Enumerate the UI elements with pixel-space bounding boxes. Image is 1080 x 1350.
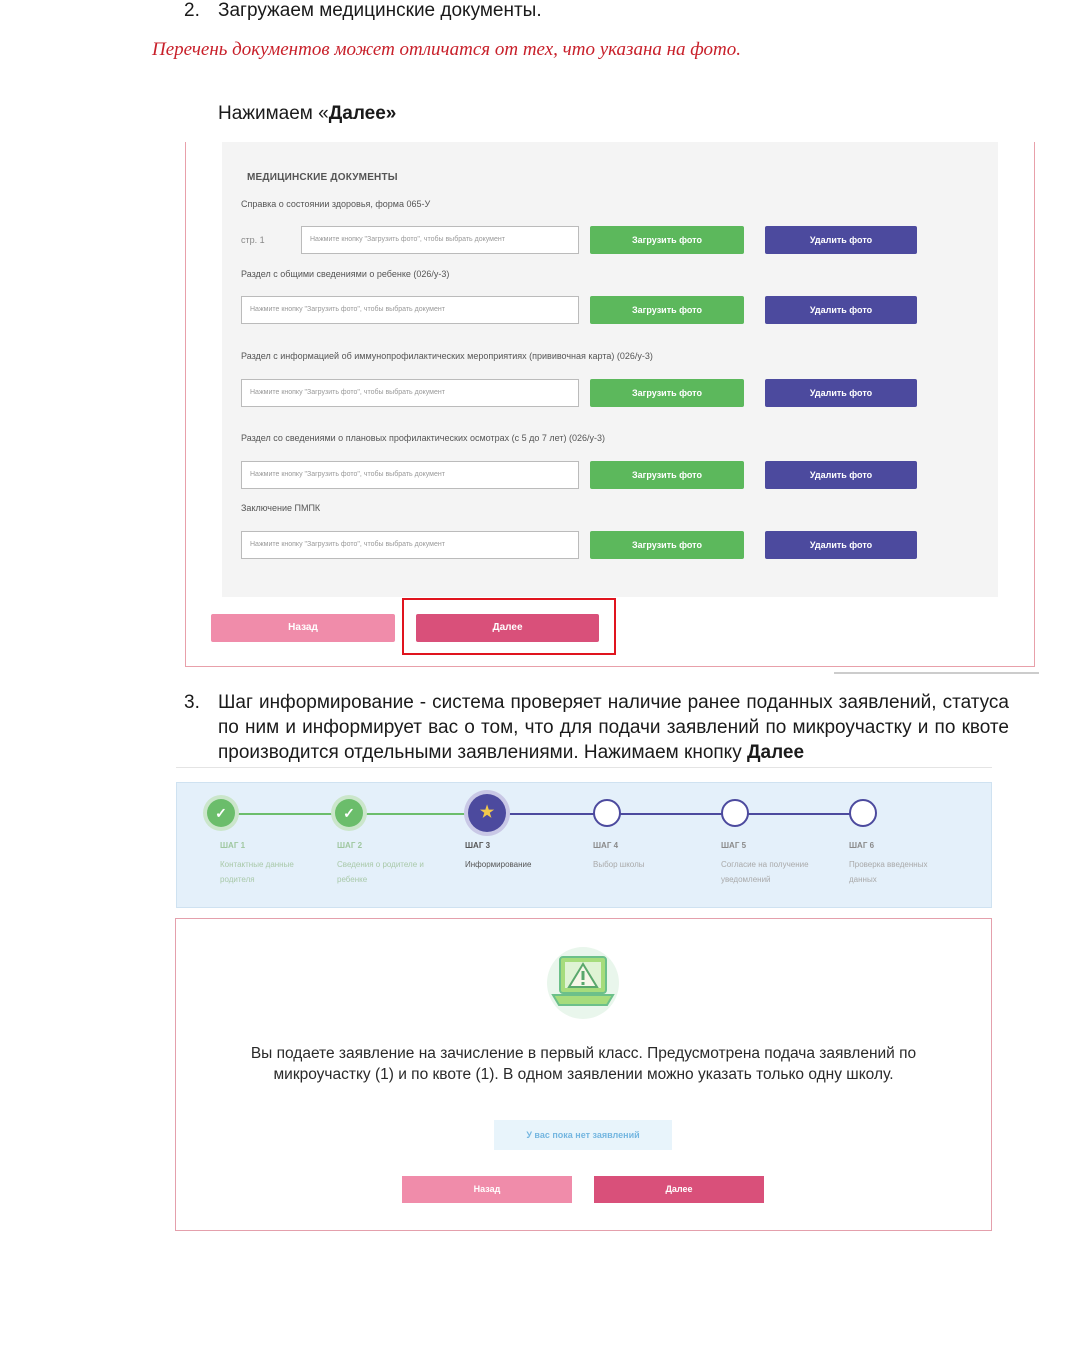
- back-button[interactable]: Назад: [211, 614, 395, 642]
- step-desc-6: Проверка введенных данных: [849, 860, 928, 884]
- step-desc-4: Выбор школы: [593, 860, 645, 869]
- step-desc-2: Сведения о родителе и ребенке: [337, 860, 424, 884]
- step3-paragraph: [184, 690, 1009, 765]
- stepper-line-done: [351, 813, 479, 815]
- step-label-1: ШАГ 1: [220, 841, 246, 850]
- step-desc-1: Контактные данные родителя: [220, 860, 294, 884]
- press-bold: Далее: [328, 103, 386, 124]
- step-desc-5: Согласие на получение уведомлений: [721, 860, 809, 884]
- check-icon: ✓: [207, 799, 235, 827]
- doc-label-4: Раздел со сведениями о плановых профилактических осмотрах (с 5 до 7 лет) (026/у-3): [241, 433, 605, 443]
- step-circle-6: [849, 799, 877, 827]
- step2-title: Загружаем медицинские документы.: [218, 0, 542, 21]
- delete-photo-button-1[interactable]: Удалить фото: [765, 226, 917, 254]
- step2-heading: [184, 0, 542, 22]
- step-label-4: ШАГ 4: [593, 841, 619, 850]
- star-icon: ★: [468, 794, 506, 832]
- progress-stepper: [176, 782, 992, 908]
- back-button[interactable]: Назад: [402, 1176, 572, 1203]
- upload-field-3[interactable]: Нажмите кнопку "Загрузить фото", чтобы выбрать документ: [241, 379, 579, 407]
- upload-photo-button-4[interactable]: Загрузить фото: [590, 461, 744, 489]
- step-circle-5: [721, 799, 749, 827]
- section-title: МЕДИЦИНСКИЕ ДОКУМЕНТЫ: [247, 172, 398, 183]
- step3-bold: Далее: [747, 742, 805, 763]
- delete-photo-button-3[interactable]: Удалить фото: [765, 379, 917, 407]
- step-label-5: ШАГ 5: [721, 841, 747, 850]
- check-icon: ✓: [335, 799, 363, 827]
- medical-documents-screenshot: [185, 142, 1035, 667]
- step3-text: Шаг информирование - система проверяет наличие ранее поданных заявлений, статуса по ним и информирует вас о том, что для подачи заявлений по микроучастку и по квоте производится отдельными заявлениями. Нажимаем кнопку: [218, 692, 1009, 763]
- step-circle-4: [593, 799, 621, 827]
- step2-note: Перечень документов может отличатся от тех, что указана на фото.: [152, 39, 742, 60]
- form-panel: [222, 142, 998, 597]
- delete-photo-button-5[interactable]: Удалить фото: [765, 531, 917, 559]
- upload-photo-button-2[interactable]: Загрузить фото: [590, 296, 744, 324]
- upload-field-5[interactable]: Нажмите кнопку "Загрузить фото", чтобы выбрать документ: [241, 531, 579, 559]
- press-suffix: »: [385, 103, 397, 124]
- information-panel: [175, 918, 992, 1231]
- next-button[interactable]: Далее: [416, 614, 599, 642]
- step-label-2: ШАГ 2: [337, 841, 363, 850]
- step2-number: 2.: [184, 0, 200, 21]
- upload-photo-button-5[interactable]: Загрузить фото: [590, 531, 744, 559]
- upload-field-4[interactable]: Нажмите кнопку "Загрузить фото", чтобы выбрать документ: [241, 461, 579, 489]
- press-prefix: Нажимаем «: [218, 103, 329, 124]
- page-label: стр. 1: [241, 235, 265, 245]
- doc-label-3: Раздел с информацией об иммунопрофилактических мероприятиях (прививочная карта) (026/у-3): [241, 351, 653, 361]
- divider: [834, 672, 1039, 674]
- step-label-3: ШАГ 3: [465, 841, 491, 850]
- delete-photo-button-4[interactable]: Удалить фото: [765, 461, 917, 489]
- press-next-instruction: [218, 103, 396, 125]
- upload-photo-button-3[interactable]: Загрузить фото: [590, 379, 744, 407]
- no-applications-banner: У вас пока нет заявлений: [494, 1120, 672, 1150]
- doc-label-2: Раздел с общими сведениями о ребенке (026/у-3): [241, 269, 450, 279]
- stepper-line-done: [223, 813, 351, 815]
- info-message: Вы подаете заявление на зачисление в первый класс. Предусмотрена подача заявлений по микроучастку (1) и по квоте (1). В одном заявлении можно указать только одну школу.: [250, 1045, 917, 1083]
- step3-text-block: [218, 690, 1009, 765]
- doc-label-5: Заключение ПМПК: [241, 503, 321, 513]
- laptop-warning-icon: [545, 945, 621, 1021]
- step-desc-3: Информирование: [465, 860, 532, 869]
- upload-photo-button-1[interactable]: Загрузить фото: [590, 226, 744, 254]
- delete-photo-button-2[interactable]: Удалить фото: [765, 296, 917, 324]
- divider: [176, 767, 992, 768]
- upload-field-1[interactable]: Нажмите кнопку "Загрузить фото", чтобы выбрать документ: [301, 226, 579, 254]
- step-label-6: ШАГ 6: [849, 841, 875, 850]
- step3-number: 3.: [184, 692, 200, 713]
- doc-label-1: Справка о состоянии здоровья, форма 065-У: [241, 199, 431, 209]
- highlight-frame: [402, 598, 616, 655]
- next-button[interactable]: Далее: [594, 1176, 764, 1203]
- upload-field-2[interactable]: Нажмите кнопку "Загрузить фото", чтобы выбрать документ: [241, 296, 579, 324]
- stepper-line-todo: [487, 813, 867, 815]
